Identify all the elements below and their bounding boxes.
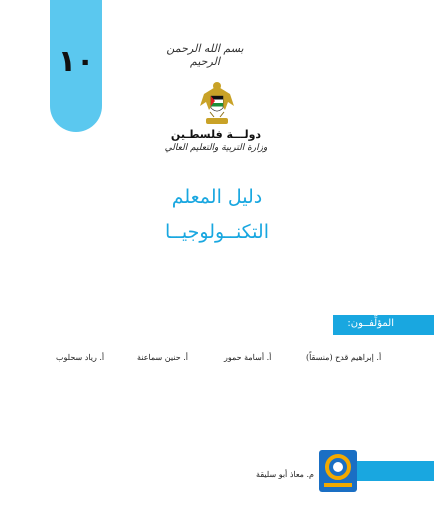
authors-label-bar xyxy=(333,315,434,335)
author-3: أ. حنين سماعنة xyxy=(137,353,188,362)
author-2: أ. أسامة حمور xyxy=(224,353,272,362)
author-1: أ. إبراهيم قدح (منسقاً) xyxy=(306,353,382,362)
supervisor-name: م. معاذ أبو سليقة xyxy=(256,470,314,479)
state-name: دولـــة فلسطـين xyxy=(170,128,262,141)
authors-label: المؤلِّفــون: xyxy=(347,318,394,329)
palestine-eagle-emblem-icon xyxy=(196,80,238,130)
ministry-name: وزارة التربية والتعليم العالي xyxy=(164,143,268,153)
book-title-line2: التكنــولوجيــا xyxy=(165,221,269,243)
supervisor-bar xyxy=(354,461,434,481)
basmala-calligraphy: بسم الله الرحمن الرحيم xyxy=(166,42,244,68)
grade-number: ١٠ xyxy=(57,44,95,79)
book-title-line1: دليل المعلم xyxy=(171,186,263,208)
author-4: أ. رياد سحلوب xyxy=(56,353,105,362)
curriculum-center-logo-icon xyxy=(319,450,357,492)
